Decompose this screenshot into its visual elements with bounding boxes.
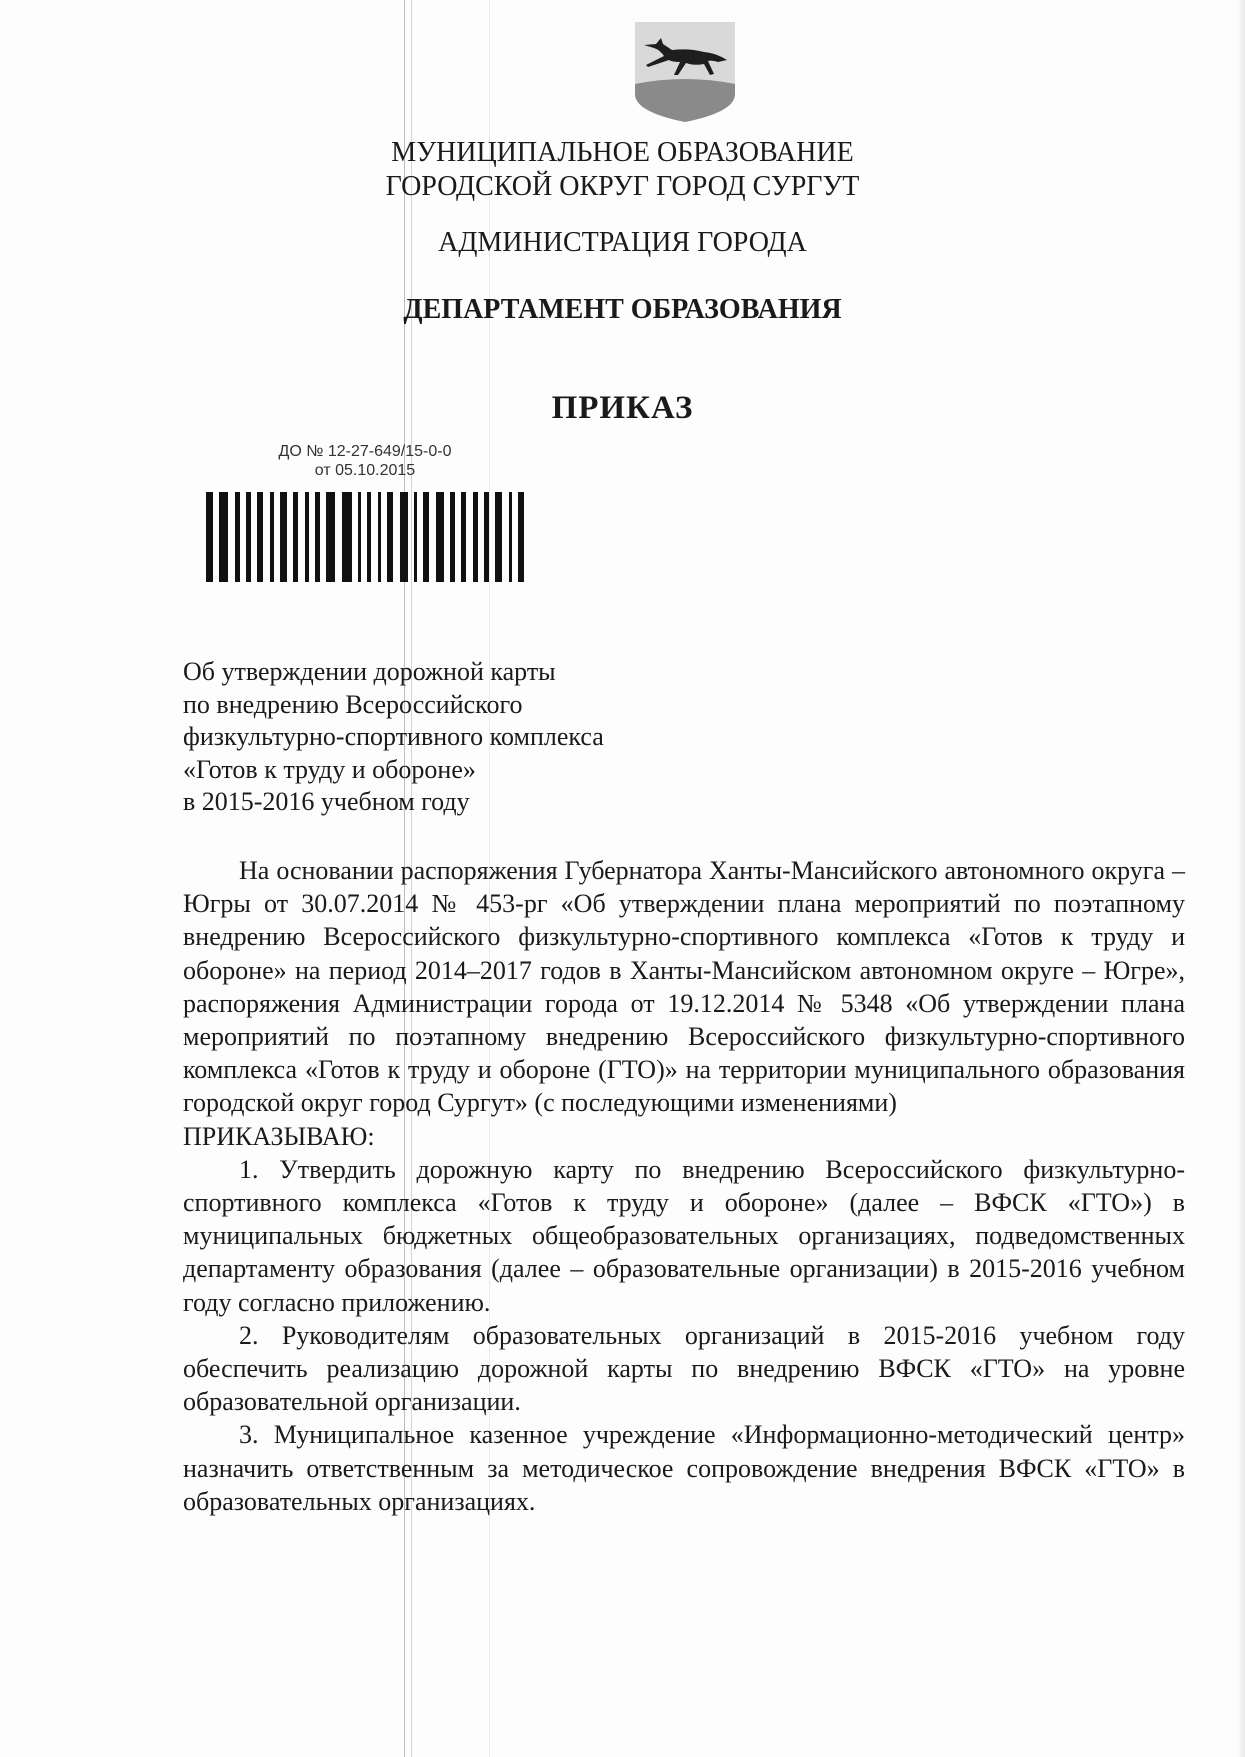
subject-line: физкультурно-спортивного комплекса: [183, 722, 604, 752]
subject-line: Об утверждении дорожной карты: [183, 657, 556, 686]
subject-line: «Готов к труду и обороне»: [183, 754, 476, 784]
header-line-1: МУНИЦИПАЛЬНОЕ ОБРАЗОВАНИЕ: [391, 137, 854, 168]
document-body: [183, 854, 1185, 1518]
registration-stamp: [206, 442, 524, 480]
document-title: ПРИКАЗ: [551, 390, 694, 426]
header-line-2: ГОРОДСКОЙ ОКРУГ ГОРОД СУРГУТ: [385, 171, 860, 202]
subject-line: в 2015-2016 учебном году: [183, 787, 470, 817]
order-item-2: 2. Руководителям образовательных организаций в 2015-2016 учебном году обеспечить реализацию дорожной карты по внедрению ВФСК «ГТО» на уровне образовательной организации.: [183, 1320, 1185, 1417]
preamble-paragraph: На основании распоряжения Губернатора Ханты-Мансийского автономного округа – Югры от 30.07.2014 № 453-рг «Об утверждении плана мероприятий по поэтапному внедрению Всероссийского физкультурно-спортивного комплекса «Готов к труду и обороне» на период 2014–2017 годов в Ханты-Мансийском автономном округе – Югре», распоряжения Администрации города от 19.12.2014 № 5348 «Об утверждении плана мероприятий по поэтапному внедрению Всероссийского физкультурно-спортивного комплекса «Готов к труду и обороне (ГТО)» на территории муниципального образования городской округ город Сургут» (с последующими изменениями): [183, 856, 1185, 1118]
order-item-1: 1. Утвердить дорожную карту по внедрению Всероссийского физкультурно-спортивного комплекса «Готов к труду и обороне» (далее – ВФСК «ГТО») в муниципальных бюджетных общеобразовательных организациях, подведомственных департаменту образования (далее – образовательные организации) в 2015-2016 учебном году согласно приложению.: [183, 1154, 1185, 1317]
barcode-icon: [206, 492, 524, 582]
header-administration: АДМИНИСТРАЦИЯ ГОРОДА: [438, 227, 807, 258]
order-directive: ПРИКАЗЫВАЮ:: [183, 1121, 375, 1151]
page-edge-shadow: [1237, 0, 1245, 1757]
registration-number: ДО № 12-27-649/15-0-0: [278, 443, 452, 460]
header-department: ДЕПАРТАМЕНТ ОБРАЗОВАНИЯ: [403, 294, 842, 325]
document-subject: [183, 656, 604, 819]
subject-line: по внедрению Всероссийского: [183, 689, 523, 719]
header-municipality: [0, 136, 1245, 204]
order-item-3: 3. Муниципальное казенное учреждение «Информационно-методический центр» назначить ответственным за методическое сопровождение внедрения ВФСК «ГТО» в образовательных организациях.: [183, 1420, 1185, 1516]
registration-date: от 05.10.2015: [314, 462, 416, 479]
coat-of-arms-fox-icon: [634, 22, 736, 122]
